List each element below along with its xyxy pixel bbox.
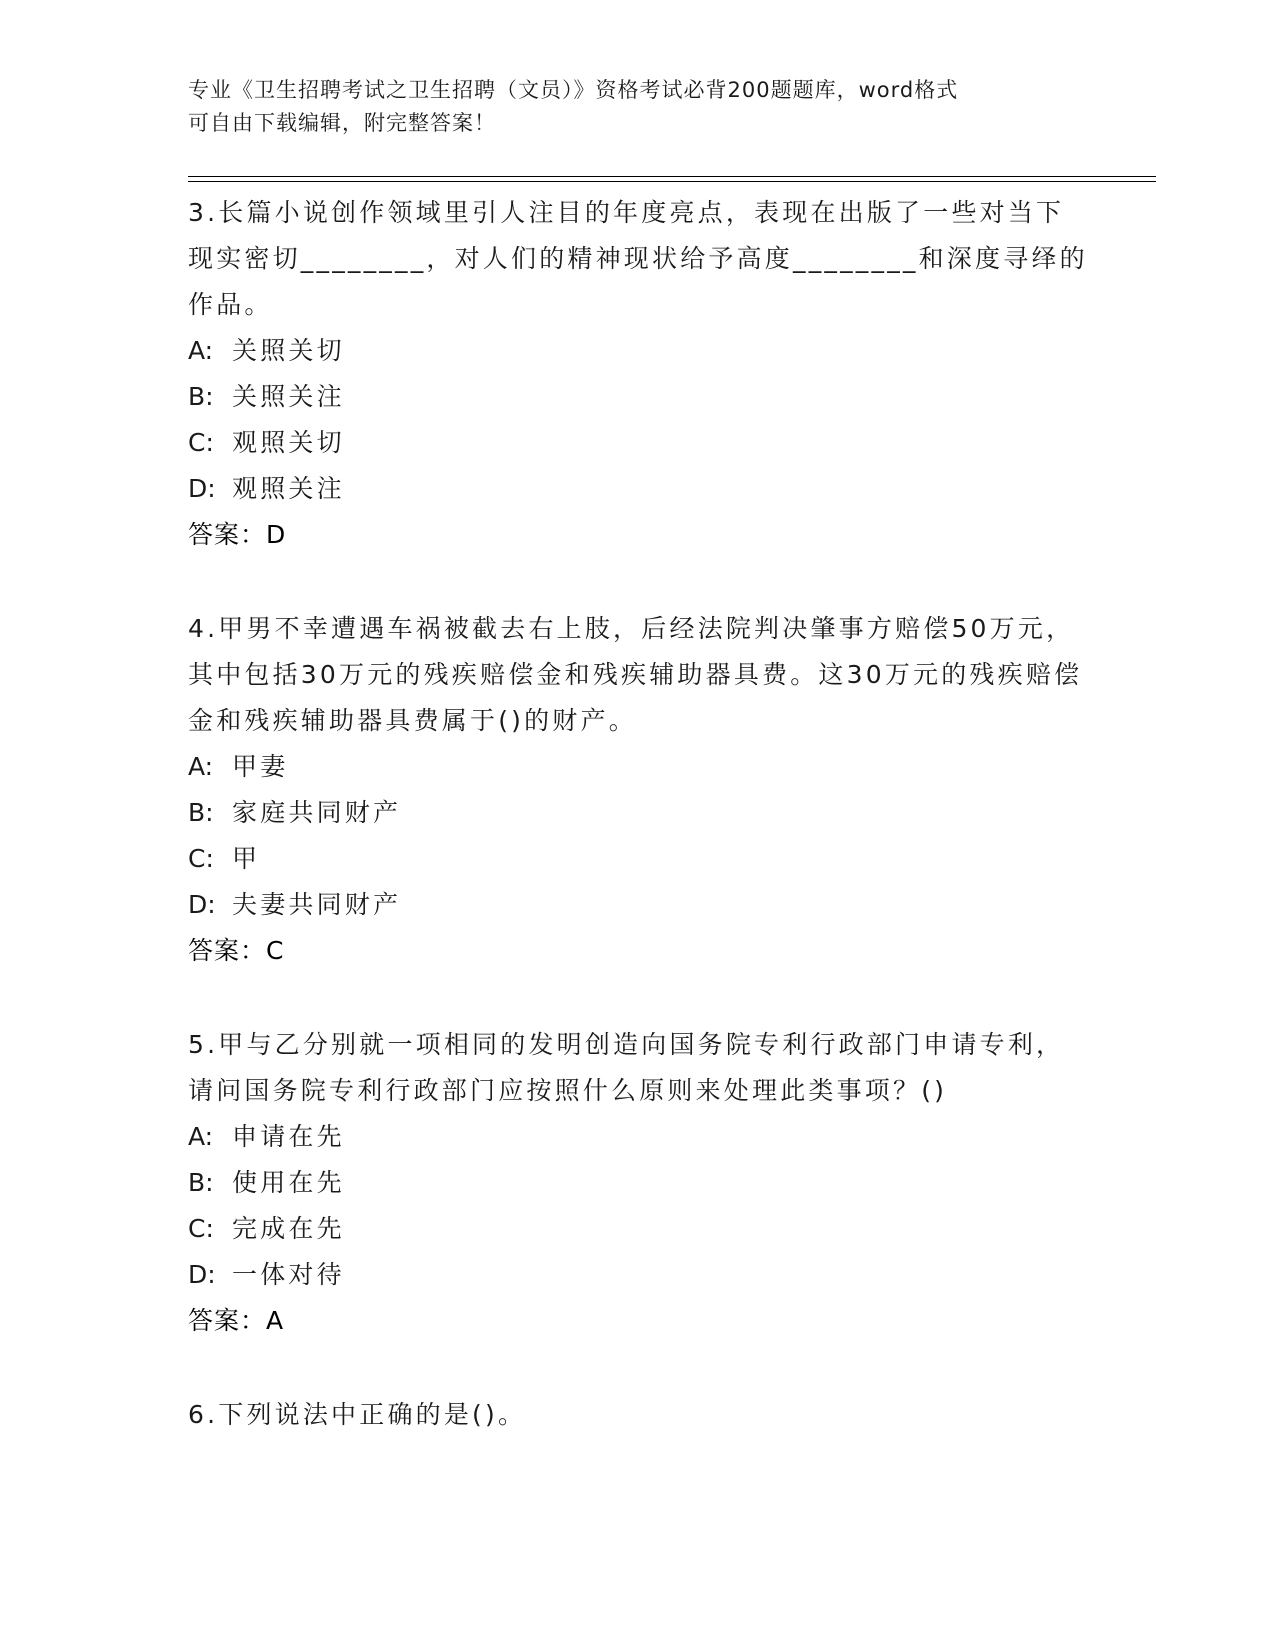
- option-letter: D:: [188, 890, 216, 919]
- option-b: [188, 790, 1088, 836]
- option-d: [188, 882, 1088, 928]
- option-a: [188, 328, 1088, 374]
- option-c: [188, 420, 1088, 466]
- question-5: [188, 1022, 1088, 1344]
- option-text: 完成在先: [232, 1214, 345, 1243]
- header-divider-top: [188, 176, 1156, 177]
- option-c: [188, 836, 1088, 882]
- question-text: 4.甲男不幸遭遇车祸被截去右上肢，后经法院判决肇事方赔偿50万元，其中包括30万元的残疾赔偿金和残疾辅助器具费。这30万元的残疾赔偿金和残疾辅助器具费属于()的财产。: [188, 614, 1083, 735]
- option-b: [188, 374, 1088, 420]
- header-line-1: 专业《卫生招聘考试之卫生招聘（文员）》资格考试必背200题题库，word格式: [188, 78, 959, 102]
- question-text: 6.下列说法中正确的是()。: [188, 1400, 527, 1429]
- option-text: 一体对待: [232, 1260, 345, 1289]
- question-6: [188, 1392, 1088, 1438]
- question-text: 3.长篇小说创作领域里引人注目的年度亮点，表现在出版了一些对当下现实密切________，对人们的精神现状给予高度________和深度寻绎的作品。: [188, 198, 1088, 319]
- option-text: 甲: [232, 844, 261, 873]
- option-letter: C:: [188, 1214, 214, 1243]
- option-letter: A:: [188, 336, 214, 365]
- answer-line: 答案：C: [188, 936, 285, 965]
- option-text: 夫妻共同财产: [232, 890, 402, 919]
- question-4: [188, 606, 1088, 974]
- option-c: [188, 1206, 1088, 1252]
- option-text: 关照关注: [232, 382, 345, 411]
- option-letter: B:: [188, 1168, 214, 1197]
- option-letter: B:: [188, 382, 214, 411]
- option-d: [188, 1252, 1088, 1298]
- option-letter: D:: [188, 474, 216, 503]
- option-letter: A:: [188, 1122, 214, 1151]
- document-header: [188, 74, 1068, 140]
- option-text: 使用在先: [232, 1168, 345, 1197]
- option-text: 观照关注: [232, 474, 345, 503]
- option-a: [188, 744, 1088, 790]
- question-3: [188, 190, 1088, 558]
- option-b: [188, 1160, 1088, 1206]
- option-d: [188, 466, 1088, 512]
- option-letter: C:: [188, 844, 214, 873]
- option-a: [188, 1114, 1088, 1160]
- option-letter: B:: [188, 798, 214, 827]
- answer-line: 答案：D: [188, 520, 287, 549]
- option-letter: D:: [188, 1260, 216, 1289]
- option-text: 甲妻: [232, 752, 289, 781]
- header-line-2: 可自由下载编辑，附完整答案！: [188, 111, 496, 135]
- option-text: 关照关切: [232, 336, 345, 365]
- option-letter: A:: [188, 752, 214, 781]
- option-text: 家庭共同财产: [232, 798, 402, 827]
- question-list: [188, 190, 1088, 1486]
- answer-line: 答案：A: [188, 1306, 285, 1335]
- header-divider-bottom: [188, 181, 1156, 182]
- question-text: 5.甲与乙分别就一项相同的发明创造向国务院专利行政部门申请专利，请问国务院专利行政部门应按照什么原则来处理此类事项？(): [188, 1030, 1065, 1105]
- option-letter: C:: [188, 428, 214, 457]
- option-text: 申请在先: [232, 1122, 345, 1151]
- option-text: 观照关切: [232, 428, 345, 457]
